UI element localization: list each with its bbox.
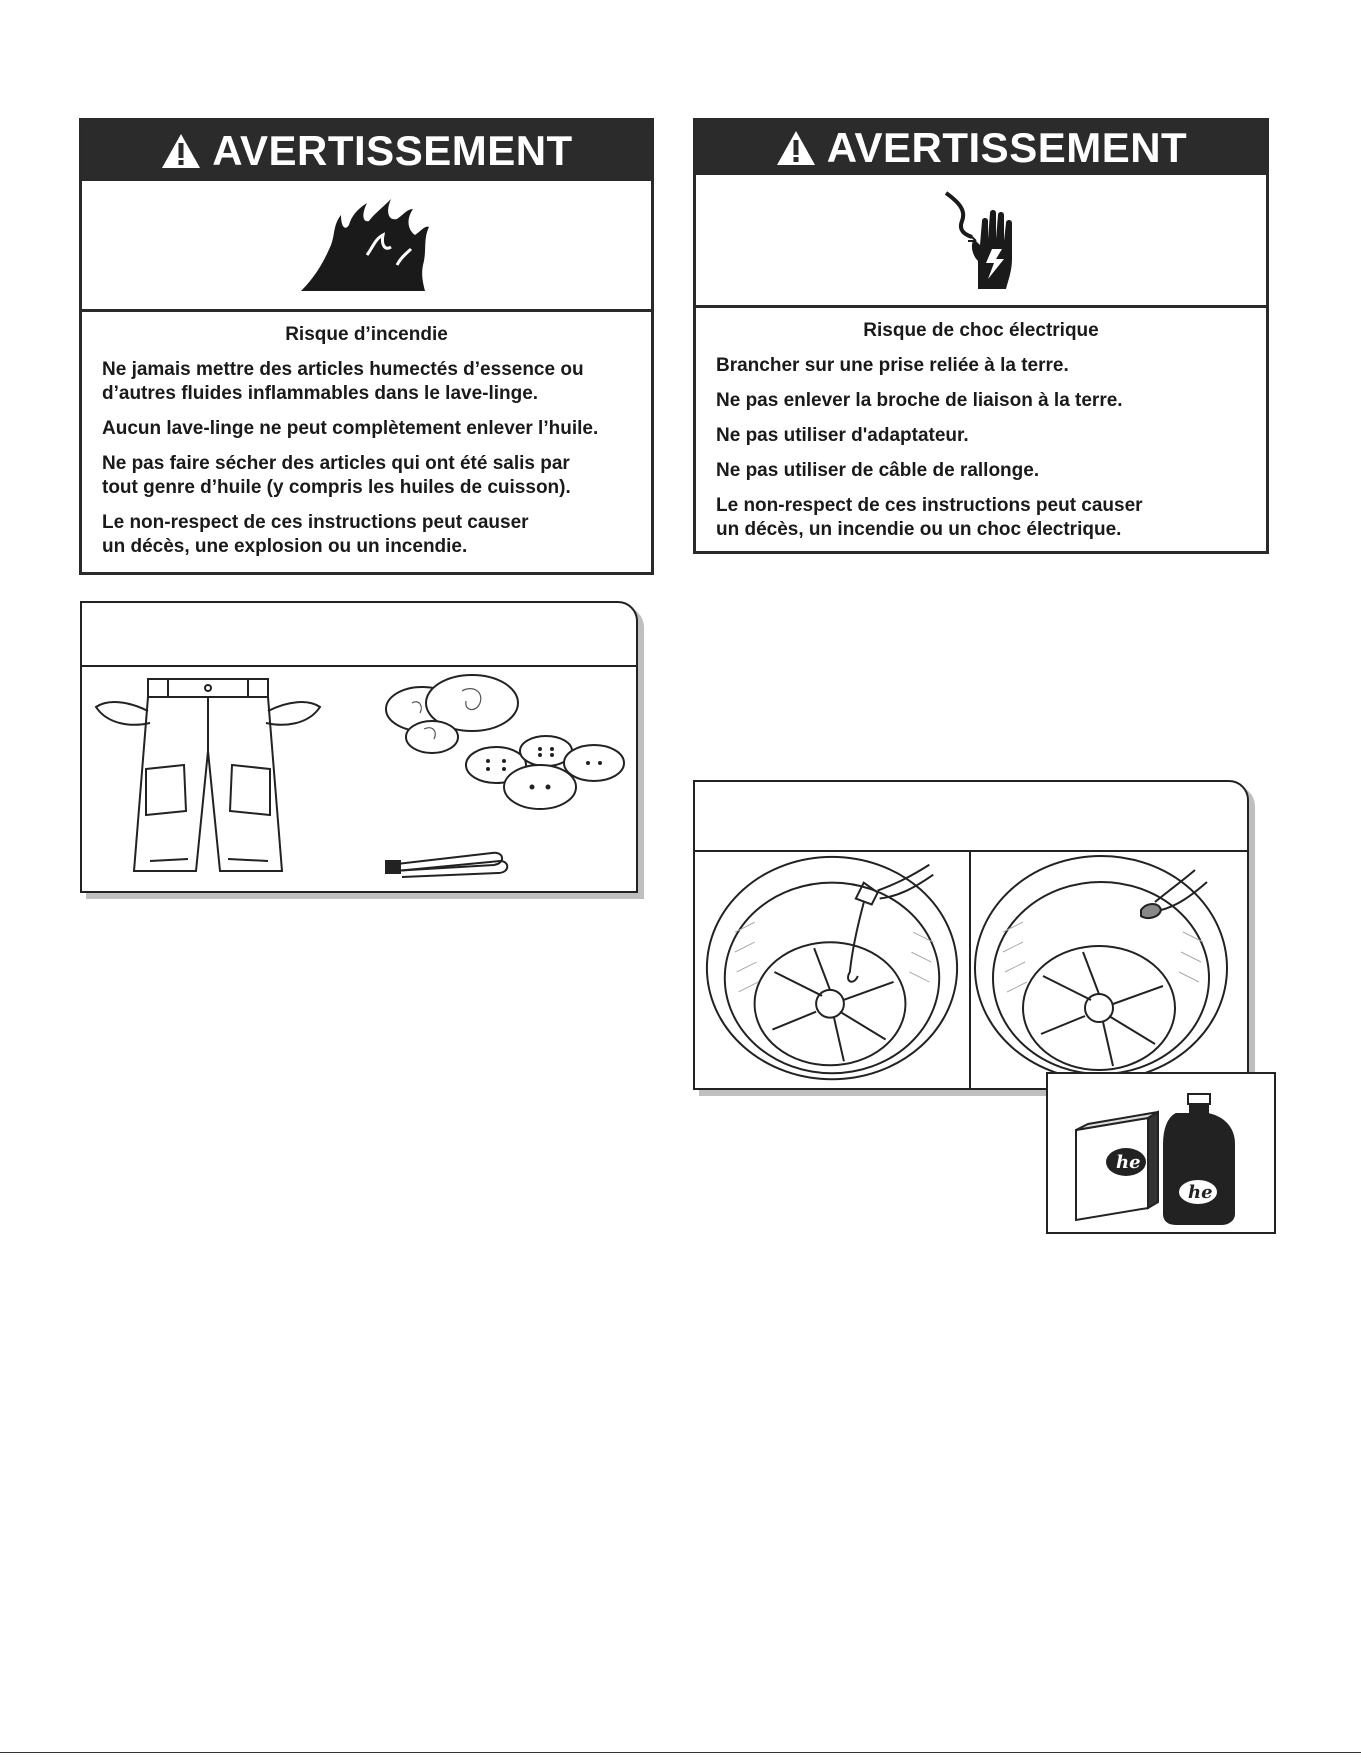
washer-pour-liquid-icon: [695, 852, 971, 1088]
warning-subtitle: Risque d’incendie: [285, 324, 448, 345]
warning-line: Ne pas faire sécher des articles qui ont été salis par tout genre d’huile (y compris les huiles de cuisson).: [102, 453, 571, 498]
warning-box-fire: [79, 118, 654, 575]
footer-rule: [0, 1752, 1361, 1753]
warning-line: Ne pas utiliser de câble de rallonge.: [716, 460, 1040, 481]
illustration-area: [695, 852, 1247, 1088]
empty-pockets-illustration: [80, 601, 638, 893]
fire-icon: [297, 195, 437, 295]
detergent-loading-illustration: [693, 780, 1249, 1090]
warning-title: AVERTISSEMENT: [212, 127, 573, 174]
warning-body: [696, 308, 1266, 561]
warning-line: Le non-respect de ces instructions peut causer un décès, une explosion ou un incendie.: [102, 512, 529, 557]
hazard-icon-area: [82, 181, 651, 312]
warning-title: AVERTISSEMENT: [826, 124, 1188, 171]
he-logo-text: he: [1188, 1182, 1213, 1203]
warning-line: Aucun lave-linge ne peut complètement enlever l’huile.: [102, 418, 599, 439]
safety-pins-icon: [382, 843, 512, 883]
warning-triangle-icon: [160, 132, 202, 170]
warning-triangle-icon: [775, 129, 817, 167]
warning-line: Le non-respect de ces instructions peut causer un décès, un incendie ou un choc électrique.: [716, 495, 1143, 540]
illustration-caption-bar: [82, 603, 636, 667]
warning-subtitle: Risque de choc électrique: [863, 320, 1099, 341]
buttons-icon: [460, 729, 630, 819]
illustration-area: [82, 667, 636, 891]
pants-icon: [88, 671, 348, 891]
he-logo-text: he: [1116, 1152, 1141, 1173]
electric-shock-hand-icon: [926, 185, 1036, 295]
warning-line: Ne jamais mettre des articles humectés d’essence ou d’autres fluides inflammables dans le lave-linge.: [102, 359, 584, 404]
hazard-icon-area: [696, 175, 1266, 308]
warning-header: [82, 121, 651, 181]
warning-body: [82, 312, 651, 578]
warning-line: Brancher sur une prise reliée à la terre.: [716, 355, 1069, 376]
warning-line: Ne pas enlever la broche de liaison à la terre.: [716, 390, 1123, 411]
warning-line: Ne pas utiliser d'adaptateur.: [716, 425, 969, 446]
warning-header: [696, 121, 1266, 175]
washer-pod-icon: [971, 852, 1247, 1088]
warning-box-electric: [693, 118, 1269, 554]
he-detergent-icon: [1048, 1074, 1274, 1232]
he-detergent-box: [1046, 1072, 1276, 1234]
illustration-caption-bar: [695, 782, 1247, 852]
